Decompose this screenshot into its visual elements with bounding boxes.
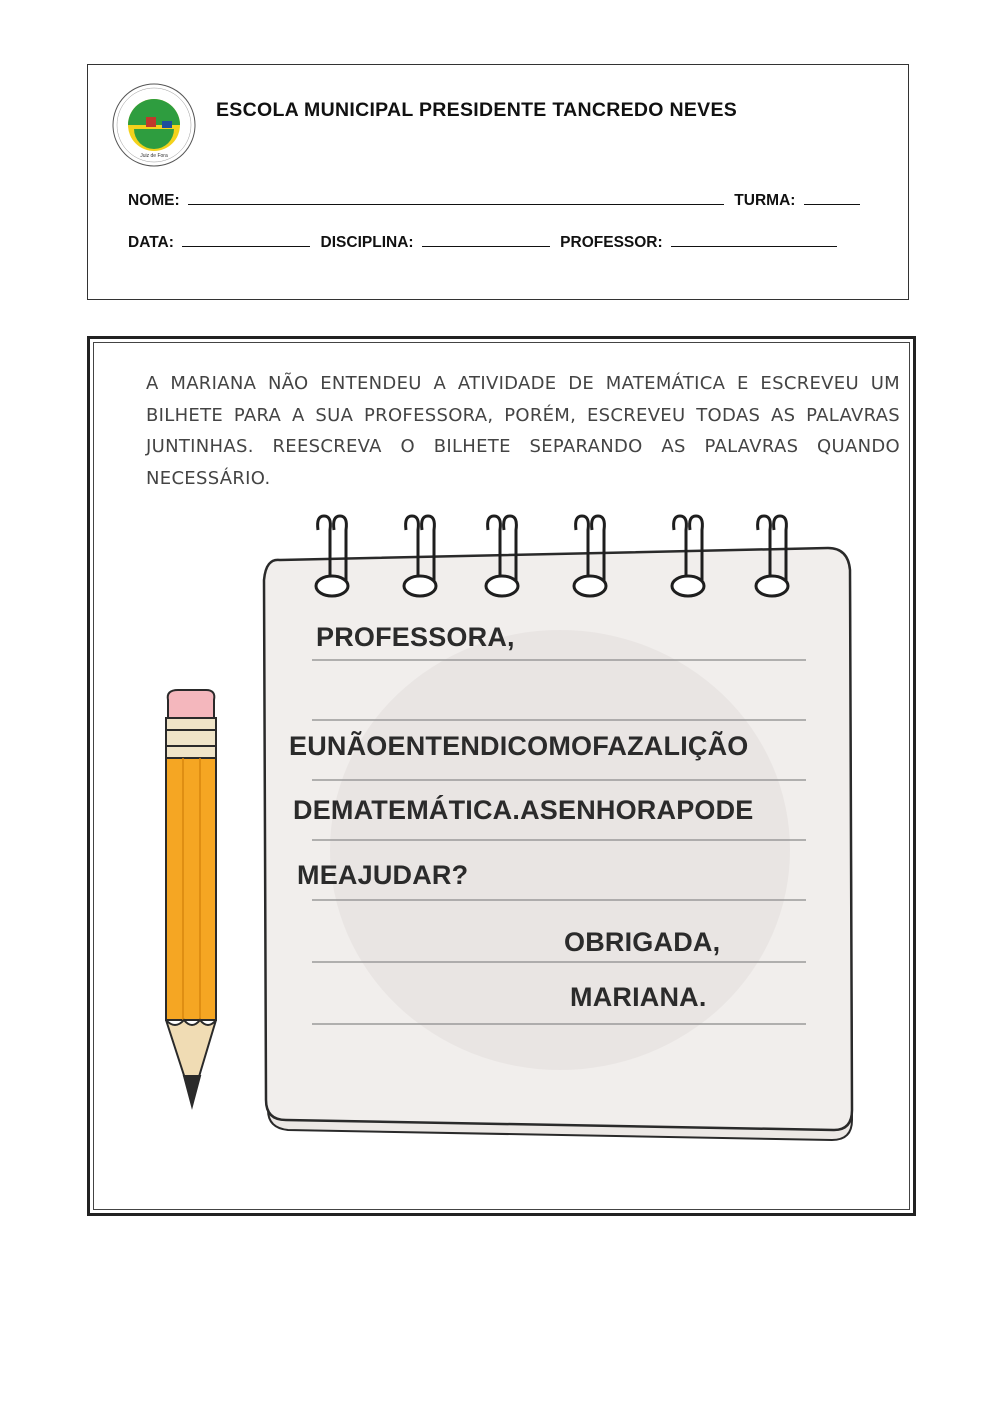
data-label: DATA: — [128, 234, 174, 251]
turma-label: TURMA: — [734, 192, 796, 209]
school-name: ESCOLA MUNICIPAL PRESIDENTE TANCREDO NEVES — [216, 99, 738, 121]
note-line-1: PROFESSORA, — [316, 622, 515, 652]
svg-text:Juiz de Fora: Juiz de Fora — [140, 153, 168, 159]
activity-instruction: A MARIANA NÃO ENTENDEU A ATIVIDADE DE MATEMÁTICA E ESCREVEU UM BILHETE PARA A SUA PROFESSORA, PORÉM, ESCREVEU TODAS AS PALAVRAS JUNTINHAS. REESCREVA O BILHETE SEPARANDO AS PALAVRAS QUANDO NECESSÁRIO. — [146, 373, 900, 489]
note-line-3: DEMATEMÁTICA.ASENHORAPODE — [293, 795, 754, 825]
note-line-5: OBRIGADA, — [564, 927, 721, 957]
nome-label: NOME: — [128, 192, 180, 209]
pencil-icon — [166, 690, 216, 1106]
disciplina-label: DISCIPLINA: — [320, 234, 414, 251]
note-line-6: MARIANA. — [570, 982, 707, 1012]
note-line-4: MEAJUDAR? — [297, 860, 469, 890]
professor-label: PROFESSOR: — [560, 234, 663, 251]
note-line-2: EUNÃOENTENDICOMOFAZALIÇÃO — [289, 731, 749, 761]
